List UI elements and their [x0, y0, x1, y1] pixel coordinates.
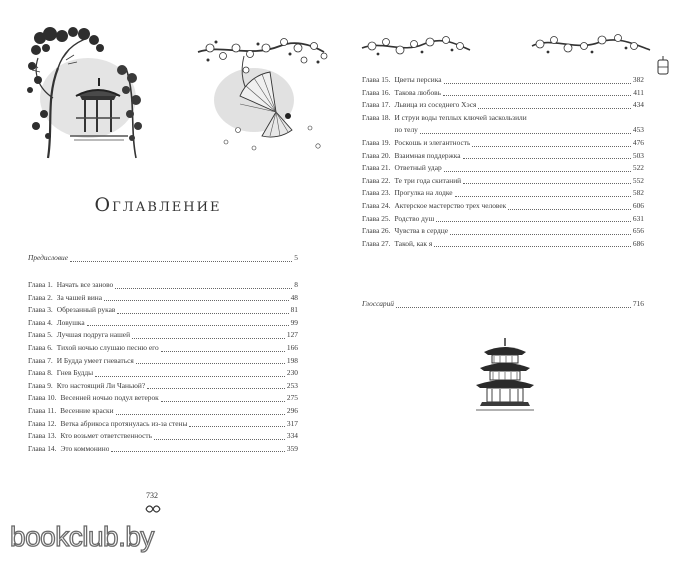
- chapter-title: Чувства в сердце: [394, 226, 449, 236]
- page-number: 732: [146, 491, 158, 500]
- chapter-num: Глава 11.: [28, 405, 57, 415]
- dot-leader: [443, 95, 631, 96]
- chapter-page: 503: [632, 150, 644, 160]
- dot-leader: [189, 426, 284, 427]
- dot-leader: [87, 325, 289, 326]
- chapter-title: Львица из соседнего Хэся: [394, 100, 477, 110]
- chapter-num: Глава 21.: [362, 163, 391, 173]
- chapter-title: Те три года скитаний: [394, 175, 462, 185]
- chapter-page: 656: [632, 226, 644, 236]
- chapter-page: 317: [286, 418, 298, 428]
- chapter-title: Такова любовь: [394, 87, 442, 97]
- toc-entry-page: 5: [294, 253, 298, 262]
- chapter-page: 382: [632, 75, 644, 84]
- chapter-title: Актерское мастерство трех человек: [394, 200, 507, 210]
- chapter-title: Гнев Будды: [56, 368, 94, 378]
- toc-glossary[interactable]: [362, 298, 644, 311]
- toc-chapter[interactable]: [28, 443, 298, 456]
- left-chapter-list: [28, 279, 298, 455]
- chapter-num: Глава 4.: [28, 317, 53, 327]
- ornament-icon: [144, 504, 162, 514]
- chapter-page: 166: [286, 342, 298, 352]
- pavilion-illustration: [18, 18, 348, 168]
- chapter-num: Глава 13.: [28, 431, 57, 441]
- dot-leader: [478, 108, 631, 109]
- dot-leader: [116, 414, 285, 415]
- toc-chapter[interactable]: [28, 329, 298, 342]
- chapter-title: Лучшая подруга нашей: [56, 330, 131, 340]
- chapter-page: 275: [286, 393, 298, 403]
- chapter-num: Глава 18.: [362, 112, 391, 122]
- chapter-title: Ловушка: [56, 317, 85, 327]
- chapter-num: Глава 12.: [28, 418, 57, 428]
- chapter-page: 198: [286, 355, 298, 365]
- dot-leader: [434, 246, 631, 247]
- chapter-num: Глава 1.: [28, 280, 53, 289]
- chapter-title: Роскошь и элегантность: [394, 137, 471, 147]
- dot-leader: [136, 363, 285, 364]
- chapter-num: Глава 14.: [28, 443, 57, 453]
- toc-chapter[interactable]: [362, 150, 644, 163]
- chapter-title-line1: И струи воды теплых ключей заскользили: [394, 112, 527, 122]
- toc-chapter[interactable]: [28, 304, 298, 317]
- dot-leader: [147, 388, 285, 389]
- chapter-page: 253: [286, 380, 298, 390]
- chapter-title: Тихой ночью слушаю песню его: [56, 342, 159, 352]
- toc-chapter[interactable]: [28, 355, 298, 368]
- dot-leader: [508, 209, 631, 210]
- chapter-page: 686: [632, 238, 644, 248]
- toc-chapter[interactable]: [362, 225, 644, 238]
- chapter-num: Глава 27.: [362, 238, 391, 248]
- chapter-title: Ответный удар: [394, 163, 442, 173]
- chapter-num: Глава 17.: [362, 100, 391, 110]
- toc-chapter[interactable]: [362, 187, 644, 200]
- chapter-title: За чашей вина: [56, 292, 103, 302]
- chapter-page: 631: [632, 213, 644, 223]
- chapter-page: 476: [632, 137, 644, 147]
- chapter-num: Глава 15.: [362, 75, 391, 84]
- chapter-num: Глава 10.: [28, 393, 57, 403]
- toc-chapter[interactable]: [28, 292, 298, 305]
- chapter-num: Глава 9.: [28, 380, 53, 390]
- chapter-title: Цветы персика: [394, 75, 442, 84]
- left-page: [18, 18, 348, 538]
- toc-chapter[interactable]: [28, 392, 298, 405]
- chapter-num: Глава 3.: [28, 305, 53, 315]
- chapter-num: Глава 23.: [362, 188, 391, 198]
- chapter-page: 81: [290, 305, 298, 315]
- chapter-title: Взаимная поддержка: [394, 150, 461, 160]
- dot-leader: [115, 288, 292, 289]
- toc-chapter[interactable]: [362, 200, 644, 213]
- chapter-page: 453: [632, 125, 644, 135]
- chapter-title: Весенние краски: [60, 405, 114, 415]
- dot-leader: [111, 451, 285, 452]
- chapter-num: Глава 7.: [28, 355, 53, 365]
- chapter-title: Ветка абрикоса протянулась из-за стены: [60, 418, 188, 428]
- chapter-num: Глава 5.: [28, 330, 53, 340]
- toc-chapter[interactable]: [362, 87, 644, 100]
- dot-leader: [70, 261, 292, 262]
- preface-list: [28, 252, 298, 265]
- toc-entry-page: 716: [632, 299, 644, 308]
- dot-leader: [455, 196, 631, 197]
- chapter-title: Кто настоящий Ли Чаньюй?: [56, 380, 146, 390]
- toc-chapter[interactable]: [362, 99, 644, 112]
- toc-chapter[interactable]: [362, 175, 644, 188]
- toc-chapter[interactable]: [28, 317, 298, 330]
- dot-leader: [472, 146, 631, 147]
- chapter-title: Начать все заново: [56, 280, 114, 289]
- toc-chapter[interactable]: [362, 238, 644, 251]
- dot-leader: [463, 183, 631, 184]
- dot-leader: [132, 338, 285, 339]
- chapter-title: Весенней ночью подул ветерок: [60, 393, 159, 403]
- chapter-title-line2: по телу: [394, 125, 418, 135]
- toc-title: Оглавление: [94, 194, 222, 216]
- chapter-page: 99: [290, 317, 298, 327]
- toc-chapter[interactable]: [362, 112, 644, 137]
- toc-chapter[interactable]: [362, 213, 644, 226]
- chapter-page: 411: [633, 87, 644, 97]
- chapter-page: 334: [286, 431, 298, 441]
- dot-leader: [396, 307, 631, 308]
- pagoda-illustration: [470, 336, 540, 416]
- dot-leader: [161, 351, 285, 352]
- dot-leader: [444, 171, 631, 172]
- chapter-page: 582: [632, 188, 644, 198]
- chapter-title-line2-row: [394, 124, 644, 137]
- chapter-num: Глава 20.: [362, 150, 391, 160]
- chapter-num: Глава 22.: [362, 175, 391, 185]
- chapter-title: Кто возьмет ответственность: [60, 431, 153, 441]
- chapter-title: Обрезанный рукав: [56, 305, 116, 315]
- toc-chapter[interactable]: [362, 162, 644, 175]
- dot-leader: [444, 83, 631, 84]
- dot-leader: [450, 234, 631, 235]
- dot-leader: [104, 300, 289, 301]
- chapter-title: И Будда умеет гневаться: [56, 355, 134, 365]
- chapter-title: Такой, как я: [394, 238, 433, 248]
- chapter-page: 8: [294, 280, 298, 289]
- dot-leader: [117, 313, 288, 314]
- chapter-page: 522: [632, 163, 644, 173]
- chapter-num: Глава 25.: [362, 213, 391, 223]
- chapter-page: 434: [632, 100, 644, 110]
- chapter-page: 230: [286, 368, 298, 378]
- dot-leader: [161, 401, 285, 402]
- chapter-title: Родство душ: [394, 213, 435, 223]
- chapter-num: Глава 16.: [362, 87, 391, 97]
- toc-chapter[interactable]: [28, 405, 298, 418]
- chapter-page: 48: [290, 292, 298, 302]
- dot-leader: [154, 439, 285, 440]
- chapter-title: Это коммонино: [60, 443, 110, 453]
- chapter-title: Прогулка на лодке: [394, 188, 453, 198]
- toc-entry-title: Предисловие: [28, 253, 69, 262]
- chapter-num: Глава 19.: [362, 137, 391, 147]
- chapter-page: 127: [286, 330, 298, 340]
- chapter-title-wrap: [390, 112, 644, 137]
- toc-chapter[interactable]: [28, 367, 298, 380]
- toc-chapter[interactable]: [28, 430, 298, 443]
- glossary-list: [362, 298, 644, 311]
- toc-preface[interactable]: [28, 252, 298, 265]
- toc-chapter[interactable]: [28, 418, 298, 431]
- toc-chapter[interactable]: [28, 279, 298, 292]
- toc-chapter[interactable]: [28, 342, 298, 355]
- toc-chapter[interactable]: [28, 380, 298, 393]
- chapter-num: Глава 8.: [28, 368, 53, 378]
- watermark-logo: bookclub.by: [10, 521, 154, 552]
- chapter-num: Глава 24.: [362, 200, 391, 210]
- dot-leader: [463, 158, 631, 159]
- chapter-num: Глава 6.: [28, 342, 53, 352]
- chapter-num: Глава 2.: [28, 292, 53, 302]
- chapter-page: 552: [632, 175, 644, 185]
- dot-leader: [420, 133, 631, 134]
- toc-chapter[interactable]: [362, 74, 644, 87]
- toc-chapter[interactable]: [362, 137, 644, 150]
- chapter-page: 606: [632, 200, 644, 210]
- right-chapter-list: [362, 74, 644, 250]
- chapter-num: Глава 26.: [362, 226, 391, 236]
- toc-entry-title: Глоссарий: [362, 299, 394, 308]
- chapter-page: 359: [286, 443, 298, 453]
- dot-leader: [95, 376, 285, 377]
- chapter-page: 296: [286, 405, 298, 415]
- blossom-border: [352, 18, 682, 78]
- right-page: [352, 18, 682, 538]
- dot-leader: [436, 221, 631, 222]
